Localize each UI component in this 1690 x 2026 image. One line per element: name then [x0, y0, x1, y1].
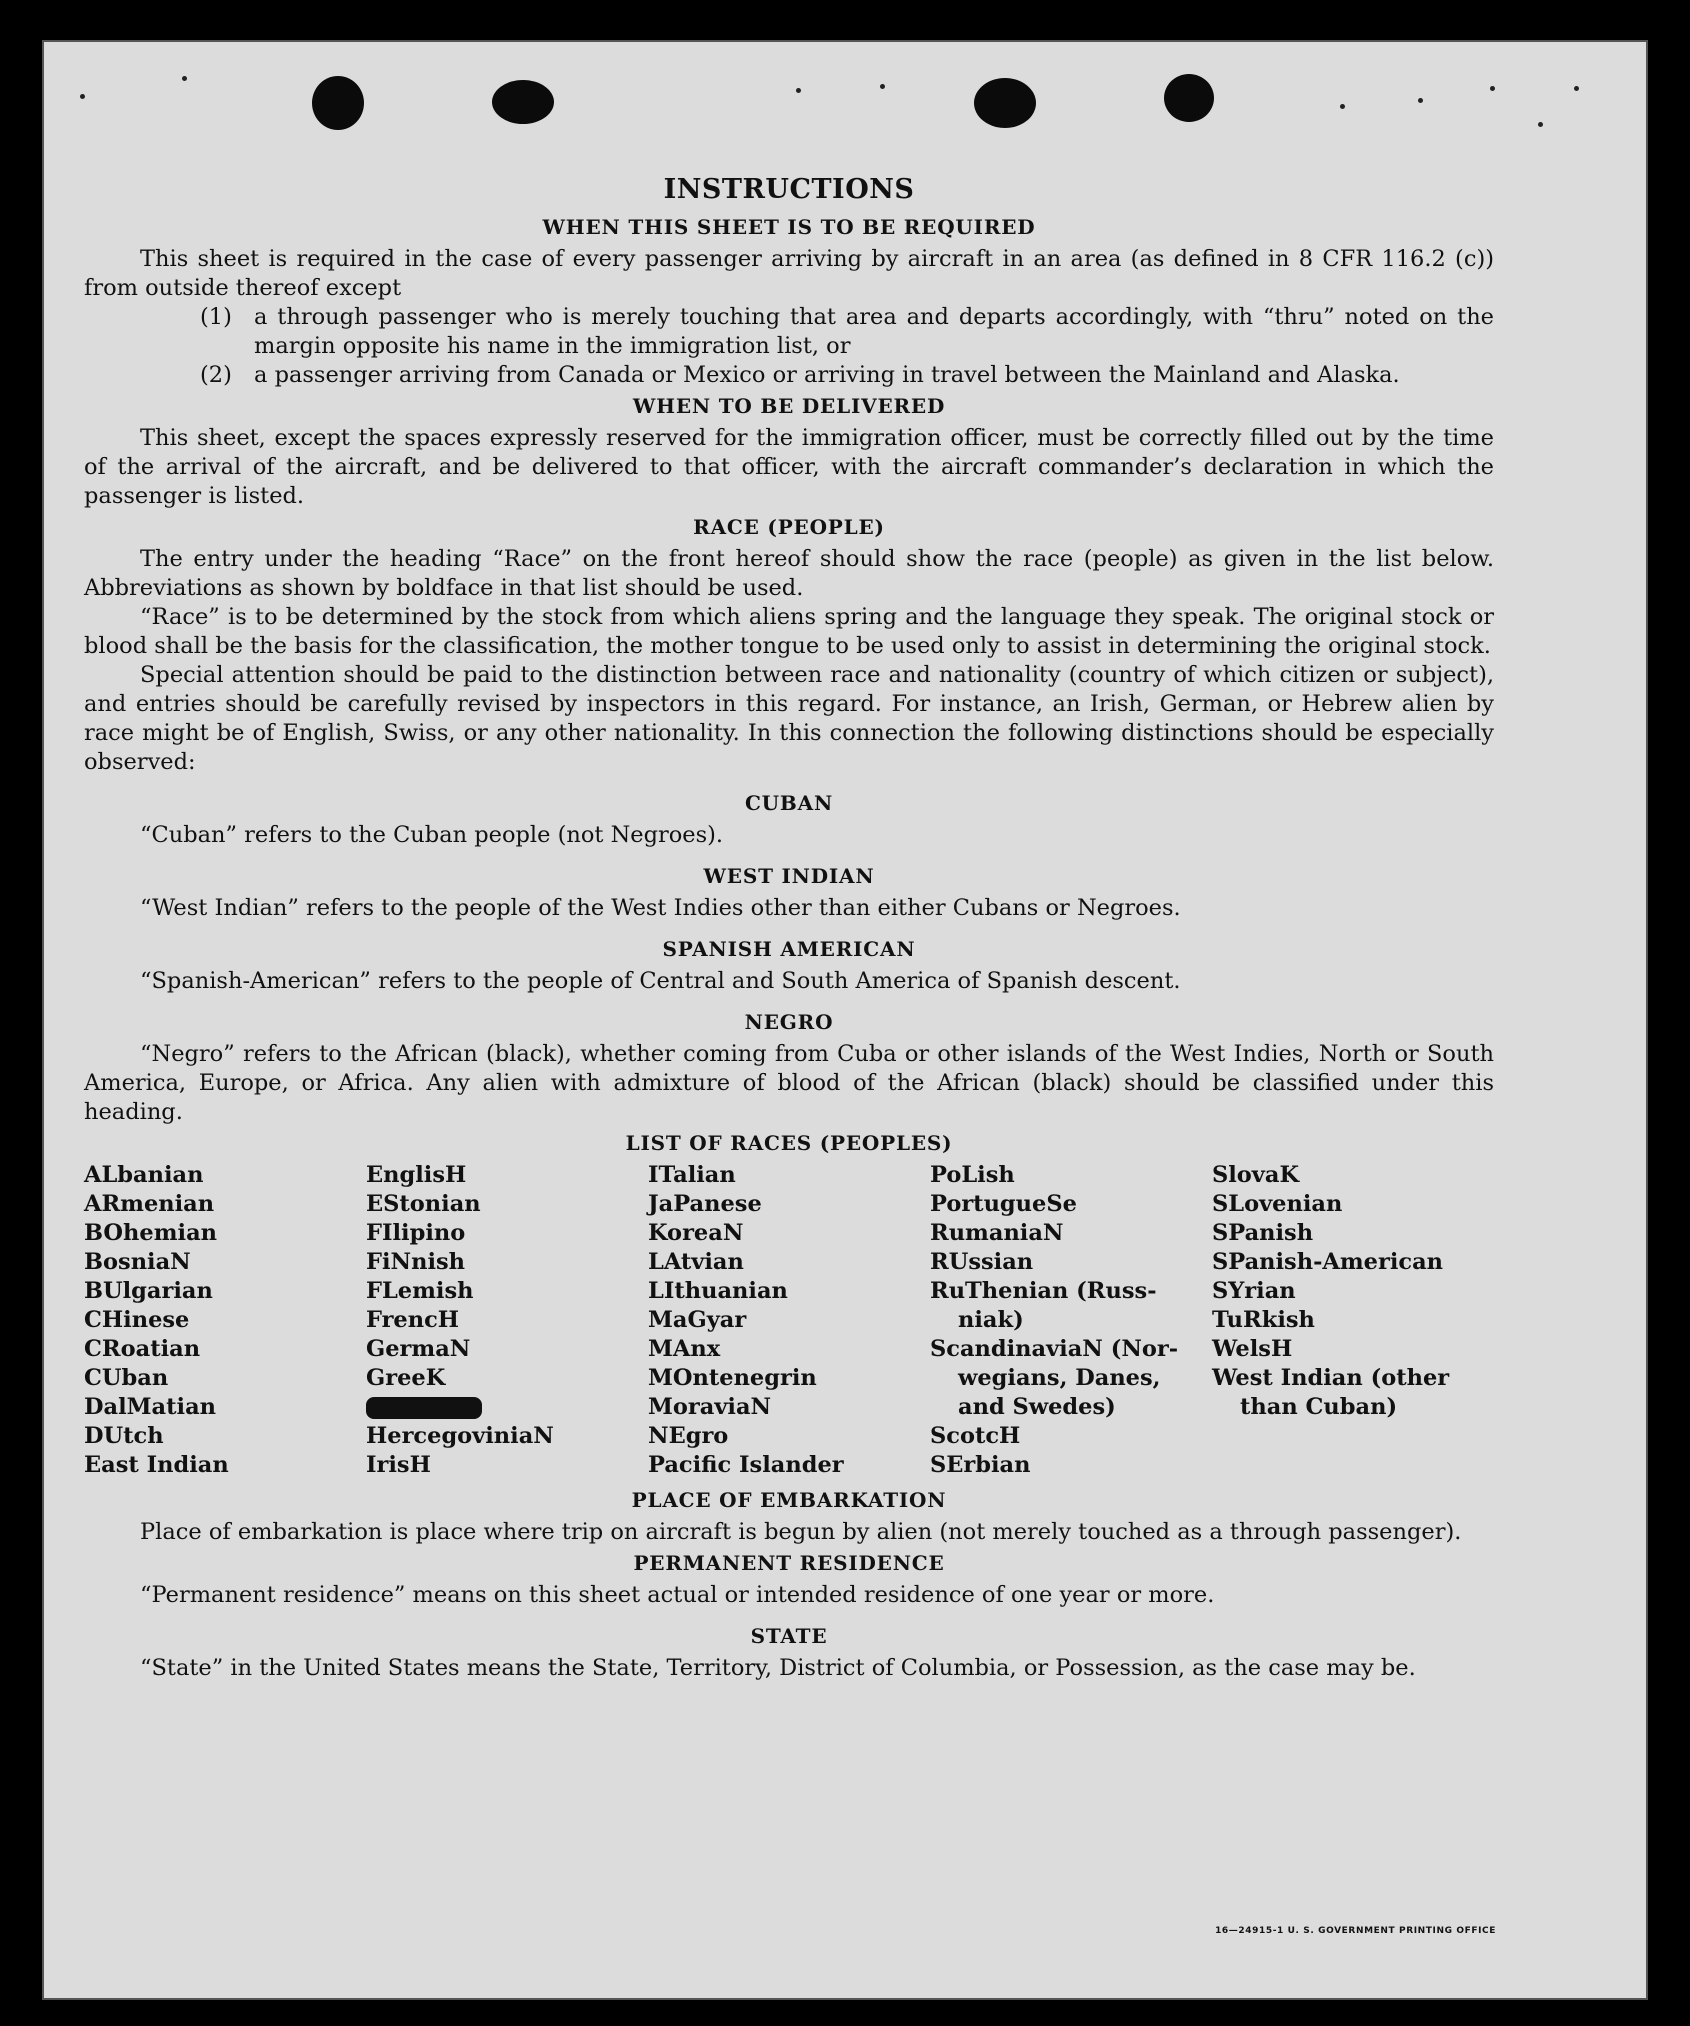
race-entry: FLemish [366, 1278, 474, 1304]
race-entry: JaPanese [648, 1191, 762, 1217]
document-sheet [42, 40, 1648, 2000]
race-entry: CUban [84, 1365, 169, 1391]
exception-text: a passenger arriving from Canada or Mexico or arriving in travel between the Mainland and Alaska. [254, 362, 1400, 388]
heading-race: RACE (PEOPLE) [693, 515, 885, 539]
race-entry: ScotcH [930, 1423, 1021, 1449]
races-column [1212, 1161, 1494, 1480]
dust-speck [1574, 86, 1579, 91]
heading-delivered: WHEN TO BE DELIVERED [632, 394, 946, 418]
race-entry: FrencH [366, 1307, 460, 1333]
heading-negro: NEGRO [744, 1010, 834, 1034]
races-column [84, 1161, 366, 1480]
race-entry: ARmenian [84, 1191, 215, 1217]
instructions-content [84, 174, 1494, 1683]
race-entry: GreeK [366, 1365, 446, 1391]
race-entry: SErbian [930, 1452, 1031, 1478]
race-entry: MoraviaN [648, 1394, 772, 1420]
delivered-text: This sheet, except the spaces expressly reserved for the immigration officer, must be correctly filled out by the time of the arrival of the aircraft, and be delivered to that officer, with the aircraft commander’s declaration in which the passenger is listed. [84, 425, 1494, 509]
negro-text: “Negro” refers to the African (black), whether coming from Cuba or other islands of the West Indies, North or South America, Europe, or Africa. Any alien with admixture of blood of the African (black) should be classified under this heading. [84, 1041, 1494, 1125]
embarkation-text: Place of embarkation is place where trip on aircraft is begun by alien (not merely touched as a through passenger). [140, 1519, 1462, 1545]
race-entry: FIlipino [366, 1220, 466, 1246]
races-column [648, 1161, 930, 1480]
dust-speck [1538, 122, 1543, 127]
race-entry: IrisH [366, 1452, 431, 1478]
race-entry: HercegoviniaN [366, 1423, 554, 1449]
dust-speck [1490, 86, 1495, 91]
punch-hole [1164, 74, 1214, 122]
race-entry: CHinese [84, 1307, 190, 1333]
race-entry: GermaN [366, 1336, 471, 1362]
race-entry: DalMatian [84, 1394, 217, 1420]
race-entry: BosniaN [84, 1249, 191, 1275]
race-entry: East Indian [84, 1452, 229, 1478]
exception-text: a through passenger who is merely touching that area and departs accordingly, with “thru” noted on the margin opposite his name in the immigration list, or [254, 304, 1494, 359]
race-entry: EnglisH [366, 1162, 467, 1188]
race-entry: West Indian (other [1212, 1365, 1450, 1391]
race-entry: DUtch [84, 1423, 164, 1449]
races-column [366, 1161, 648, 1480]
heading-spanish-american: SPANISH AMERICAN [662, 937, 916, 961]
race-entry: PortugueSe [930, 1191, 1077, 1217]
dust-speck [1418, 98, 1423, 103]
race-entry: MaGyar [648, 1307, 747, 1333]
dust-speck [80, 94, 85, 99]
races-column [930, 1161, 1212, 1480]
exception-number: (2) [200, 362, 232, 388]
race-entry: MAnx [648, 1336, 721, 1362]
punch-hole [974, 78, 1036, 128]
race-entry: ScandinaviaN (Nor- [930, 1336, 1179, 1362]
heading-residence: PERMANENT RESIDENCE [633, 1551, 945, 1575]
cuban-text: “Cuban” refers to the Cuban people (not Negroes). [140, 822, 724, 848]
heading-west-indian: WEST INDIAN [703, 864, 875, 888]
race-paragraph-1: The entry under the heading “Race” on the front hereof should show the race (people) as given in the list below. Abbreviations as shown by boldface in that list should be used. [84, 546, 1494, 601]
race-entry: RumaniaN [930, 1220, 1064, 1246]
exception-item [200, 303, 1494, 361]
punch-hole [492, 80, 554, 124]
residence-text: “Permanent residence” means on this sheet actual or intended residence of one year or more. [140, 1582, 1215, 1608]
race-entry: than Cuban) [1240, 1394, 1398, 1420]
heading-required: WHEN THIS SHEET IS TO BE REQUIRED [542, 215, 1036, 239]
exception-item [200, 361, 1494, 390]
west-indian-text: “West Indian” refers to the people of the West Indies other than either Cubans or Negroes. [140, 895, 1181, 921]
race-entry: BOhemian [84, 1220, 218, 1246]
heading-cuban: CUBAN [744, 791, 834, 815]
race-entry: SLovenian [1212, 1191, 1343, 1217]
heading-state: STATE [750, 1624, 828, 1648]
race-entry: SlovaK [1212, 1162, 1300, 1188]
race-entry: NEgro [648, 1423, 729, 1449]
race-entry: SYrian [1212, 1278, 1296, 1304]
race-entry: CRoatian [84, 1336, 201, 1362]
race-entry: FiNnish [366, 1249, 466, 1275]
heading-embarkation: PLACE OF EMBARKATION [631, 1488, 947, 1512]
race-entry: TuRkish [1212, 1307, 1315, 1333]
exception-number: (1) [200, 304, 232, 330]
race-entry: Pacific Islander [648, 1452, 844, 1478]
dust-speck [796, 88, 801, 93]
race-entry: and Swedes) [958, 1394, 1116, 1420]
race-entry: ALbanian [84, 1162, 204, 1188]
race-entry: LIthuanian [648, 1278, 788, 1304]
punch-hole [312, 76, 364, 130]
race-entry: WelsH [1212, 1336, 1293, 1362]
heading-races-list: LIST OF RACES (PEOPLES) [625, 1131, 953, 1155]
race-entry: RuThenian (Russ- [930, 1278, 1157, 1304]
race-entry: MOntenegrin [648, 1365, 817, 1391]
races-list [84, 1161, 1494, 1480]
race-entry: niak) [958, 1307, 1024, 1333]
race-entry: wegians, Danes, [958, 1365, 1161, 1391]
race-entry: LAtvian [648, 1249, 744, 1275]
printer-imprint: 16—24915-1 U. S. GOVERNMENT PRINTING OFFICE [1215, 1926, 1496, 1936]
dust-speck [1340, 104, 1345, 109]
spanish-american-text: “Spanish-American” refers to the people of Central and South America of Spanish descent. [140, 968, 1181, 994]
required-intro: This sheet is required in the case of every passenger arriving by aircraft in an area (as defined in 8 CFR 116.2 (c)) from outside thereof except [84, 246, 1494, 301]
race-entry: BUlgarian [84, 1278, 213, 1304]
page-title: INSTRUCTIONS [663, 174, 915, 205]
race-entry: EStonian [366, 1191, 481, 1217]
race-entry: SPanish [1212, 1220, 1314, 1246]
redacted-entry [366, 1393, 648, 1422]
dust-speck [880, 84, 885, 89]
race-paragraph-2: “Race” is to be determined by the stock from which aliens spring and the language they speak. The original stock or blood shall be the basis for the classification, the mother tongue to be used only to assist in determining the original stock. [84, 604, 1494, 659]
race-entry: KoreaN [648, 1220, 744, 1246]
dust-speck [182, 76, 187, 81]
state-text: “State” in the United States means the State, Territory, District of Columbia, or Possession, as the case may be. [140, 1655, 1416, 1681]
race-paragraph-3: Special attention should be paid to the distinction between race and nationality (country of which citizen or subject), and entries should be carefully revised by inspectors in this regard. For instance, an Irish, German, or Hebrew alien by race might be of English, Swiss, or any other nationality. In this connection the following distinctions should be especially observed: [84, 662, 1494, 775]
race-entry: RUssian [930, 1249, 1034, 1275]
race-entry: SPanish-American [1212, 1249, 1444, 1275]
race-entry: PoLish [930, 1162, 1015, 1188]
race-entry: ITalian [648, 1162, 736, 1188]
